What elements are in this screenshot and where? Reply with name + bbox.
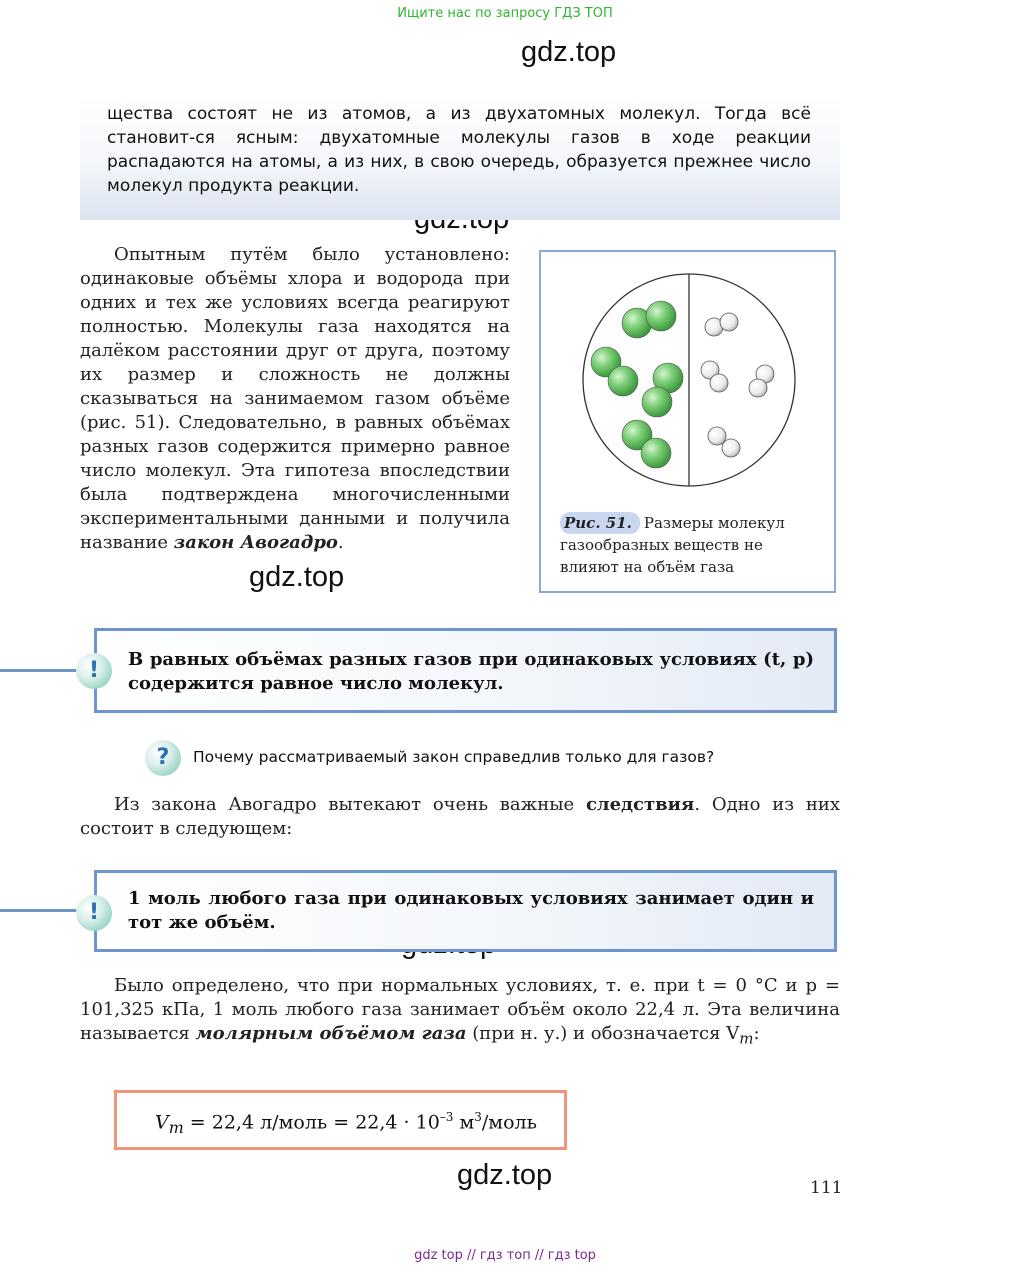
formula-exponent: 3: [474, 1110, 482, 1124]
hydrogen-atom: [708, 427, 726, 445]
page-number: 111: [810, 1178, 843, 1198]
rule-connector-line: [0, 909, 78, 912]
figure-label: Рис. 51.: [560, 512, 640, 534]
paragraph-text: . Одно из них состоит в следующем:: [80, 794, 840, 839]
rule-text-mole: 1 моль любого газа при одинаковых условиях занимает один и тот же объём.: [128, 888, 814, 933]
chlorine-atom: [608, 366, 638, 396]
paragraph-text: Было определено, что при нормальных условиях, т. е. при t = 0 °С и p = 101,325 кПа, 1 моль любого газа занимает объём около 22,4 л. Эта величина называется: [80, 975, 840, 1044]
molecules-diagram: [580, 270, 798, 490]
rule-text-avogadro: В равных объёмах разных газов при одинаковых условиях (t, p) содержится равное число молекул.: [128, 649, 814, 694]
hydrogen-atom: [720, 313, 738, 331]
exclamation-icon: !: [76, 653, 112, 689]
paragraph-avogadro: [80, 243, 510, 555]
paragraph-end: .: [337, 532, 344, 553]
term-molar-volume: молярным объёмом газа: [195, 1023, 467, 1044]
hydrogen-atom: [710, 374, 728, 392]
bottom-banner[interactable]: gdz top // гдз топ // гдз top: [414, 1248, 596, 1263]
molar-volume-formula: [155, 1110, 537, 1137]
chlorine-atom: [646, 301, 676, 331]
exclamation-icon: !: [76, 895, 112, 931]
hydrogen-atom: [722, 439, 740, 457]
paragraph-text: Из закона Авогадро вытекают очень важные: [114, 794, 575, 815]
watermark: gdz.top: [521, 36, 617, 68]
figure-caption: [560, 512, 822, 578]
paragraph-text: (при н. у.) и обозначается V: [472, 1023, 740, 1044]
figure-caption-text: Размеры молекул газообразных веществ не влияют на объём газа: [560, 514, 785, 576]
paragraph-molar-volume: [80, 974, 840, 1051]
formula-symbol: V: [155, 1111, 169, 1134]
formula-subscript: m: [168, 1118, 184, 1138]
top-banner[interactable]: Ищите нас по запросу ГДЗ ТОП: [397, 6, 613, 21]
paragraph-end: :: [753, 1023, 760, 1044]
formula-part: м: [453, 1111, 475, 1134]
hydrogen-atom: [749, 379, 767, 397]
chlorine-atom: [642, 387, 672, 417]
paragraph-consequences: [80, 793, 840, 841]
watermark: gdz.top: [457, 1159, 553, 1191]
question-text: Почему рассматриваемый закон справедлив только для газов?: [193, 748, 715, 766]
subscript-m: m: [739, 1029, 754, 1048]
paragraph-text: Опытным путём было установлено: одинаковые объёмы хлора и водорода при одних и тех же условиях всегда реагируют полностью. Молекулы газа находятся на далёком расстоянии друг от друга, поэтому их размер и сложность не должны сказываться на занимаемом газом объёме (рис. 51). Следовательно, в равных объёмах разных газов содержится примерно равное число молекул. Эта гипотеза впоследствии была подтверждена многочисленными экспериментальными данными и получила название: [80, 244, 510, 553]
formula-exponent: –3: [439, 1110, 454, 1124]
term-avogadro-law: закон Авогадро: [173, 532, 338, 553]
formula-part: /моль: [481, 1111, 537, 1134]
chlorine-atom: [641, 438, 671, 468]
formula-part: = 22,4 л/моль = 22,4 · 10: [183, 1111, 440, 1134]
rule-connector-line: [0, 669, 78, 672]
intro-text: щества состоят не из атомов, а из двухатомных молекул. Тогда всё становит-ся ясным: двухатомные молекулы газов в ходе реакции распадаются на атомы, а из них, в свою очередь, образуется прежнее число молекул продукта реакции.: [107, 104, 811, 196]
question-icon: ?: [145, 740, 181, 776]
watermark: gdz.top: [249, 561, 345, 593]
term-consequences: следствия: [585, 794, 695, 815]
